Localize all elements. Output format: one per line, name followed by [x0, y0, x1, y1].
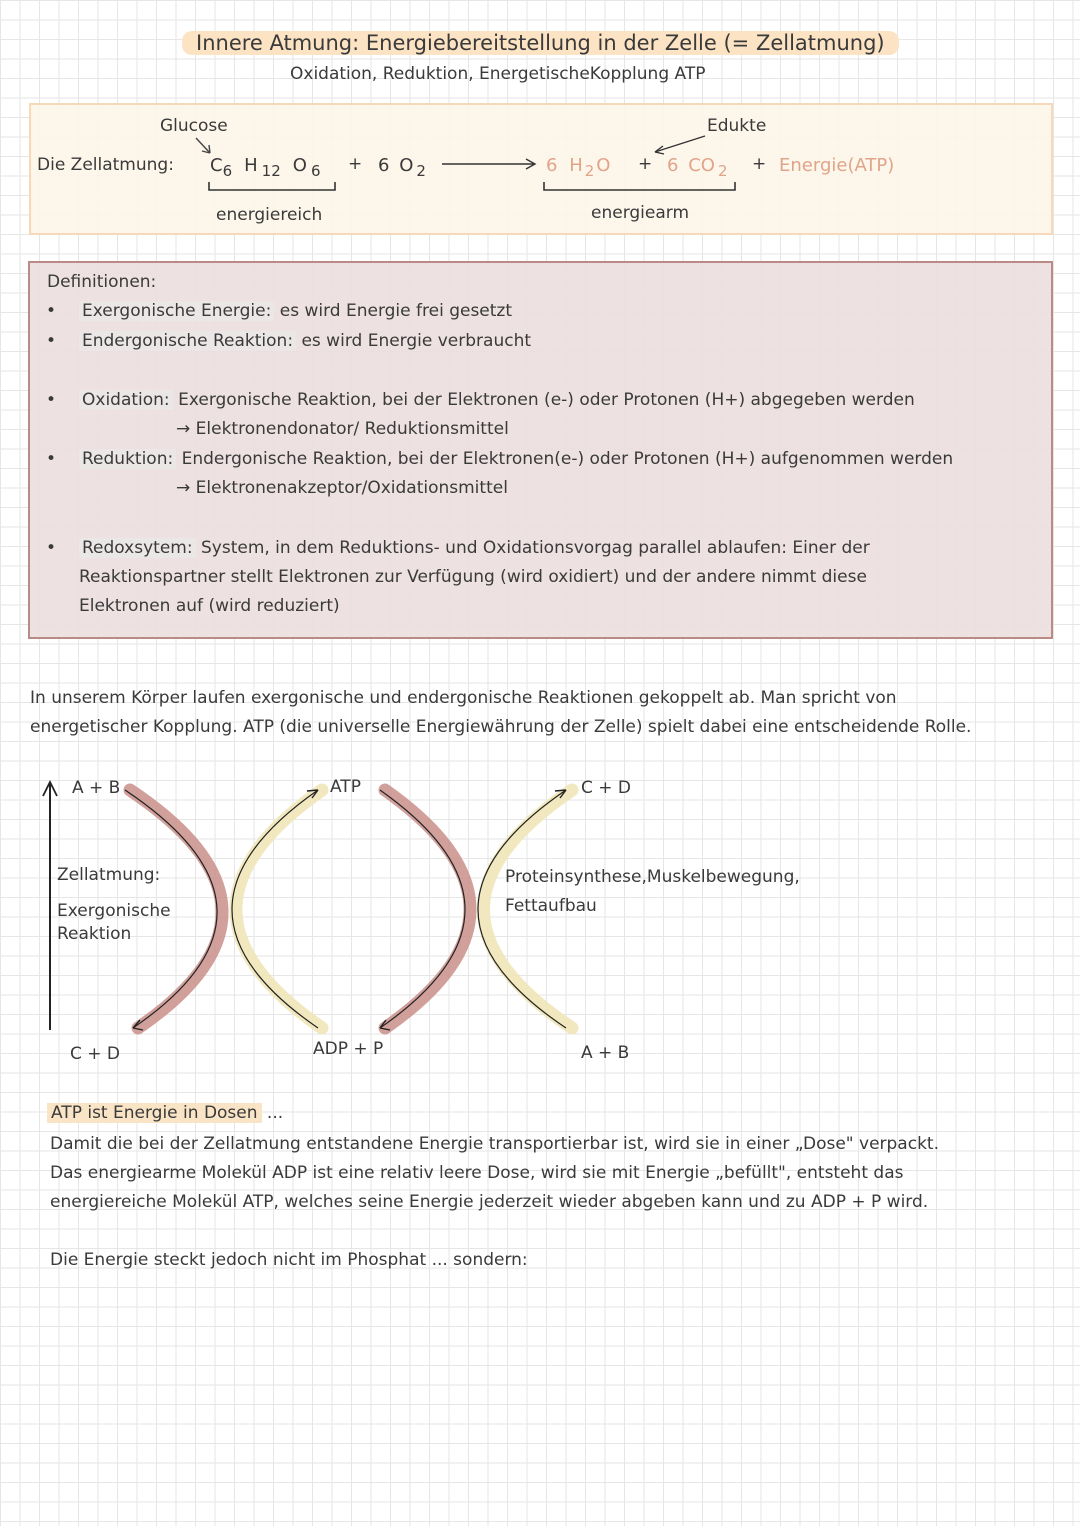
definitions-title: Definitionen:: [47, 272, 157, 292]
atp-closing-line: Die Energie steckt jedoch nicht im Phosphat ... sondern:: [50, 1250, 528, 1270]
atp-text-line-1: Damit die bei der Zellatmung entstandene Energie transportierbar ist, wird sie in einer „Dose" verpackt.: [50, 1134, 939, 1154]
diagram-atp: ATP: [330, 777, 361, 797]
energiereich-label: energiereich: [216, 205, 323, 225]
oxidation-result: → Elektronendonator/ Reduktionsmittel: [176, 419, 509, 439]
glucose-label: Glucose: [160, 116, 228, 136]
glucose-bracket: [208, 180, 338, 194]
diagram-exergonische: Exergonische: [57, 901, 171, 921]
bullet-2: •: [46, 331, 57, 351]
plus-sign-2: +: [638, 154, 653, 174]
edukte-label: Edukte: [707, 116, 767, 136]
redoxsystem-line-2: Reaktionspartner stellt Elektronen zur Verfügung (wird oxidiert) und der andere nimmt diese: [79, 567, 867, 587]
redoxsystem-line-3: Elektronen auf (wird reduziert): [79, 596, 340, 616]
definition-endergonisch: Endergonische Reaktion: es wird Energie verbraucht: [79, 331, 531, 351]
bullet-1: •: [46, 301, 57, 321]
reduktion-result: → Elektronenakzeptor/Oxidationsmittel: [176, 478, 508, 498]
bullet-5: •: [46, 538, 57, 558]
page-title: Innere Atmung: Energiebereitstellung in der Zelle (= Zellatmung): [182, 31, 899, 55]
plus-sign-3: +: [752, 154, 767, 174]
glucose-formula: $C_6$ H $_{12}$ O $_6$: [210, 155, 321, 180]
products-bracket: [543, 180, 738, 194]
definition-exergonisch: Exergonische Energie: es wird Energie frei gesetzt: [79, 301, 512, 321]
edukte-pointer-arrow: [650, 132, 710, 158]
definition-oxidation: Oxidation: Exergonische Reaktion, bei der Elektronen (e-) oder Protonen (H+) abgegeben werden: [79, 390, 915, 410]
energiearm-label: energiearm: [591, 203, 690, 223]
oxygen-formula: 6 O $_2$: [378, 155, 426, 180]
definition-redoxsystem: Redoxsytem: System, in dem Reduktions- und Oxidationsvorgag parallel ablaufen: Einer der: [79, 538, 870, 558]
definition-reduktion: Reduktion: Endergonische Reaktion, bei der Elektronen(e-) oder Protonen (H+) aufgenommen werden: [79, 449, 953, 469]
reaction-arrow: [440, 155, 540, 175]
diagram-cd-top: C + D: [581, 778, 632, 798]
energy-atp: Energie(ATP): [779, 155, 895, 176]
coupling-paragraph-line-2: energetischer Kopplung. ATP (die universelle Energiewährung der Zelle) spielt dabei eine entscheidende Rolle.: [30, 717, 972, 737]
atp-text-line-2: Das energiearme Molekül ADP ist eine relativ leere Dose, wird sie mit Energie „befüllt", entsteht das: [50, 1163, 904, 1183]
diagram-cd-bottom: C + D: [70, 1044, 121, 1064]
diagram-protein-line-1: Proteinsynthese,Muskelbewegung,: [505, 867, 800, 887]
bullet-3: •: [46, 390, 57, 410]
water-formula: 6 H $_2$ O: [546, 155, 611, 180]
diagram-adp: ADP + P: [313, 1039, 384, 1059]
red-arc-right-highlight: [385, 790, 470, 1028]
diagram-ab-bottom: A + B: [581, 1043, 630, 1063]
atp-text-line-3: energiereiche Molekül ATP, welches seine Energie jederzeit wieder abgeben kann und zu ADP + P wird.: [50, 1192, 929, 1212]
co2-formula: 6 CO $_2$: [667, 155, 728, 180]
yellow-arc-left-highlight: [236, 790, 322, 1028]
plus-sign-1: +: [348, 154, 363, 174]
diagram-protein-line-2: Fettaufbau: [505, 896, 597, 916]
equation-label: Die Zellatmung:: [37, 155, 174, 175]
atp-section-title: ATP ist Energie in Dosen ...: [47, 1103, 283, 1123]
diagram-zellatmung: Zellatmung:: [57, 865, 161, 885]
coupling-paragraph-line-1: In unserem Körper laufen exergonische und endergonische Reaktionen gekoppelt ab. Man spricht von: [30, 688, 897, 708]
diagram-ab-top: A + B: [72, 778, 121, 798]
diagram-reaktion: Reaktion: [57, 924, 132, 944]
page-subtitle: Oxidation, Reduktion, EnergetischeKopplung ATP: [290, 64, 706, 84]
bullet-4: •: [46, 449, 57, 469]
